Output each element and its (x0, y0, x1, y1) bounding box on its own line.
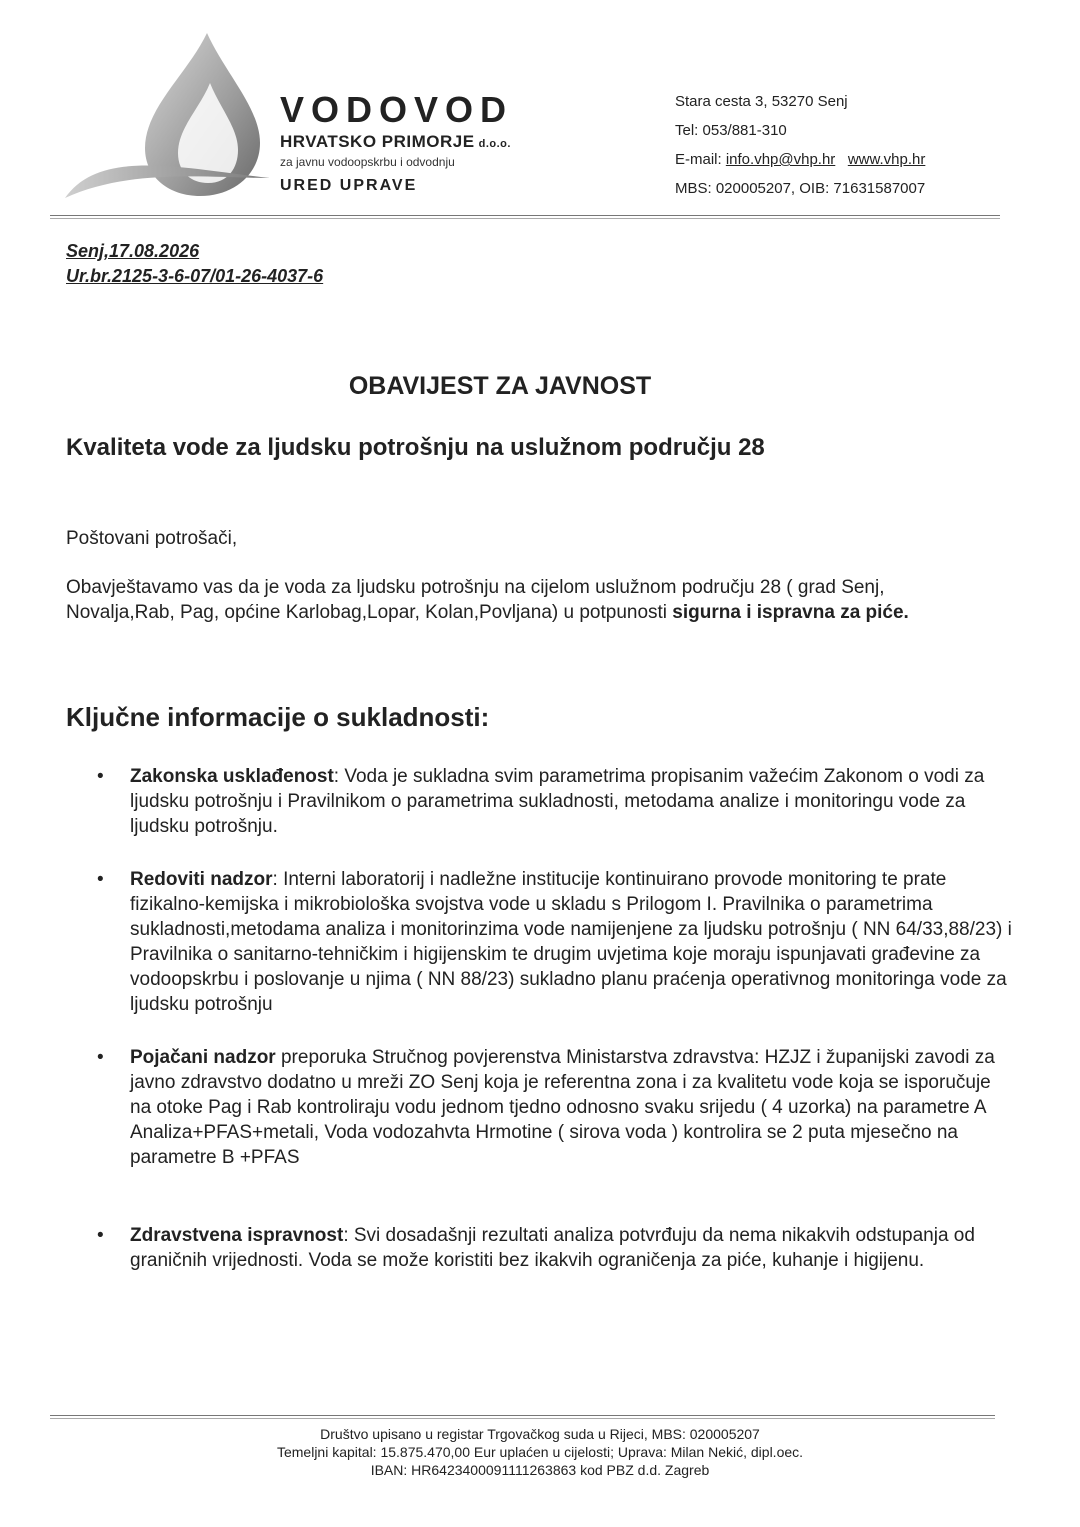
address: Stara cesta 3, 53270 Senj (675, 93, 848, 110)
place-date: Senj,17.08.2026 (66, 241, 200, 261)
greeting: Poštovani potrošači, (66, 528, 238, 549)
brand-sub-name: HRVATSKO PRIMORJE (280, 132, 475, 151)
list-item (97, 867, 1017, 1045)
registry-number: Ur.br.2125-3-6-07/01-26-4037-6 (66, 266, 324, 286)
registration-ids: MBS: 020005207, OIB: 71631587007 (675, 180, 926, 197)
brand-subtitle (280, 132, 513, 152)
company-brand (280, 89, 514, 195)
bullet-icon: • (97, 1225, 104, 1246)
email-link[interactable]: info.vhp@vhp.hr (725, 151, 836, 168)
footer-divider (50, 1415, 995, 1419)
bullet-term: Pojačani nadzor (130, 1047, 276, 1068)
bullet-text: preporuka Stručnog povjerenstva Ministarstva zdravstva: HZJZ i županijski zavodi za javno zdravstvo dodatno u mreži ZO Senj koja je referentna zona i za kvalitetu vode koja se isporučuje na otoke Pag i Rab kontroliraju vodu jednom tjedno odnosno svaku srijedu ( 4 uzorka) na parametre A Analiza+PFAS+metali, Voda vodozahvta Hrmotine ( sirova voda ) kontrolira se 2 puta mjesečno na parametre B +PFAS (130, 1047, 995, 1168)
company-logo (60, 28, 280, 208)
intro-text: Obavještavamo vas da je voda za ljudsku potrošnju na cijelom uslužnom području 28 ( grad Senj, Novalja,Rab, Pag, općine Karlobag,Lopar, Kolan,Povljana) u potpunosti (66, 577, 885, 623)
brand-office: URED UPRAVE (280, 177, 418, 194)
brand-name: VODOVOD (280, 89, 514, 130)
bullet-icon: • (97, 1047, 104, 1068)
footer-registration: Društvo upisano u registar Trgovačkog suda u Rijeci, MBS: 020005207 (320, 1426, 760, 1442)
header-divider (50, 215, 1000, 219)
brand-tagline: za javnu vodoopskrbu i odvodnju (280, 155, 455, 169)
reference-block (66, 239, 323, 289)
list-item (97, 1045, 1017, 1223)
footer-iban: IBAN: HR6423400091111263863 kod PBZ d.d. Zagreb (370, 1462, 710, 1478)
footer (0, 1425, 1080, 1479)
email-label: E-mail: (675, 151, 726, 168)
list-item (97, 764, 1017, 867)
section-heading: Ključne informacije o sukladnosti: (66, 702, 490, 732)
bullet-sep: : (272, 869, 284, 890)
intro-bold: sigurna i ispravna za piće. (672, 602, 909, 623)
bullet-term: Zakonska usklađenost (130, 766, 334, 787)
list-item (97, 1223, 1017, 1273)
bullet-text: Svi dosadašnji rezultati analiza potvrđuju da nema nikakvih odstupanja od graničnih vrijednosti. Voda se može koristiti bez ikakvih ograničenja za piće, kuhanje i higijenu. (130, 1225, 975, 1271)
bullet-sep: : (343, 1225, 354, 1246)
telephone: Tel: 053/881-310 (675, 122, 787, 139)
email-line (675, 151, 925, 180)
website-link[interactable]: www.vhp.hr (847, 151, 926, 168)
compliance-list (97, 764, 1017, 1273)
page-subtitle: Kvaliteta vode za ljudsku potrošnju na uslužnom području 28 (66, 434, 765, 461)
bullet-icon: • (97, 766, 104, 787)
page-title: OBAVIJEST ZA JAVNOST (348, 372, 652, 400)
water-drop-icon (60, 28, 280, 208)
bullet-term: Zdravstvena ispravnost (130, 1225, 344, 1246)
bullet-text: Interni laboratorij i nadležne institucije kontinuirano provode monitoring te prate fizikalno-kemijska i mikrobiološka svojstva vode u skladu s Prilogom I. Pravilnika o parametrima sukladnosti,metodama analiza i monitorinzima vode namijenjene za ljudsku potrošnju ( NN 64/33,88/23) i Pravilnika o sanitarno-tehničkim i higijenskim te drugim uvjetima koje moraju ispunjavati građevine za vodoopskrbu i poslovanje u njima ( NN 88/23) sukladno planu praćenja operativnog monitoringa vode za ljudsku potrošnju (130, 869, 1012, 1015)
brand-legal-form: d.o.o. (478, 138, 511, 150)
contact-block (675, 93, 925, 209)
bullet-term: Redoviti nadzor (130, 869, 273, 890)
bullet-icon: • (97, 869, 104, 890)
footer-capital: Temeljni kapital: 15.875.470,00 Eur uplaćen u cijelosti; Uprava: Milan Nekić, dipl.oec. (276, 1444, 804, 1460)
bullet-sep: : (333, 766, 345, 787)
intro-paragraph (66, 575, 991, 625)
bullet-text: Voda je sukladna svim parametrima propisanim važećim Zakonom o vodi za ljudsku potrošnju i Pravilnikom o parametrima sukladnosti, metodama analize i monitoringu vode za ljudsku potrošnju. (130, 766, 985, 837)
